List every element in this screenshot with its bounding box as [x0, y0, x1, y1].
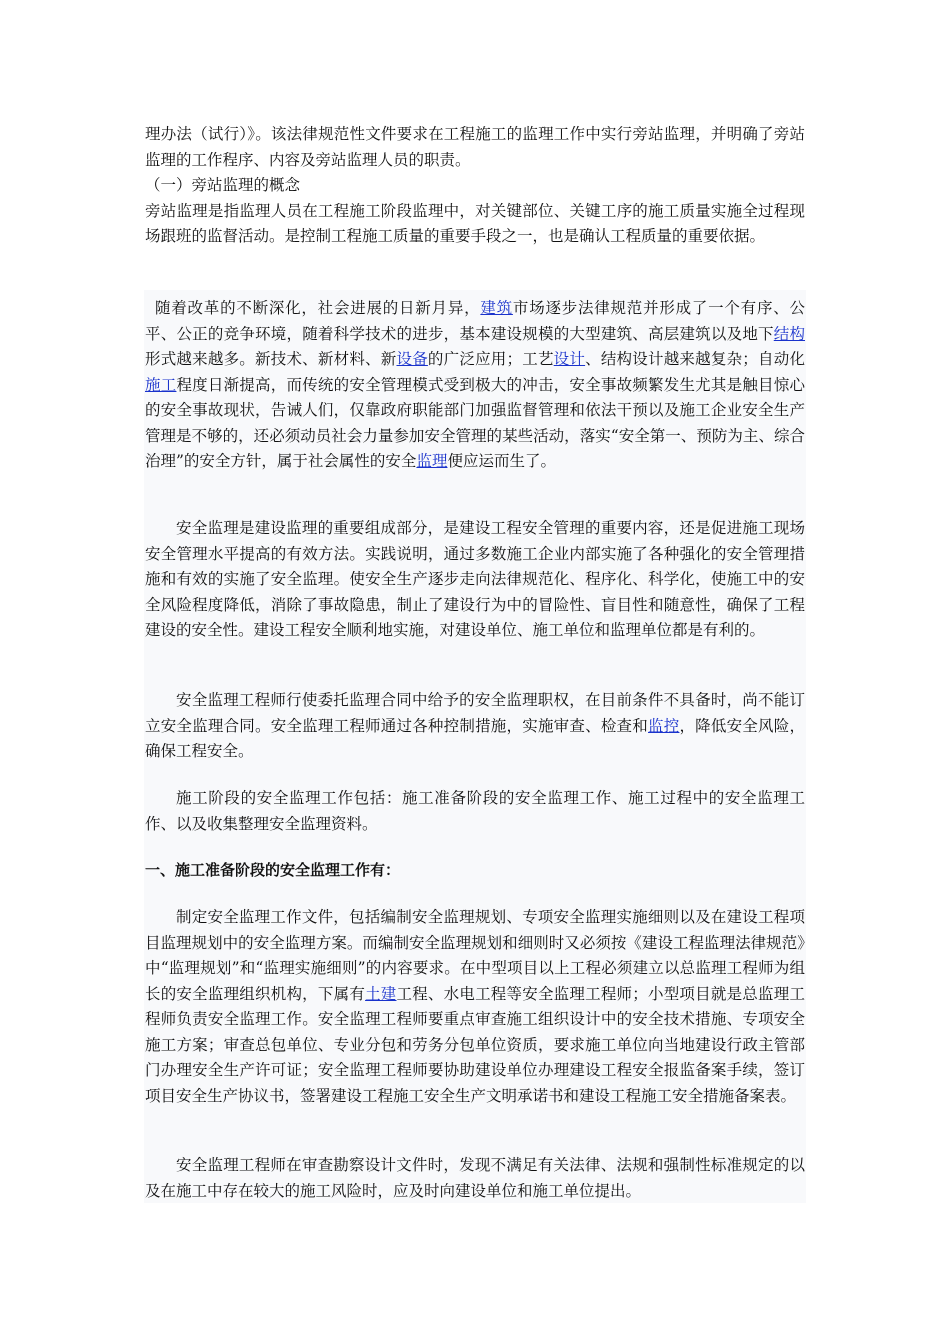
text-run: 、结构设计越来越复杂；自动化: [585, 350, 805, 368]
text-run: 工程、水电工程等安全监理工程师；小型项目就是总监理工程师负责安全监理工作。安全监理工程师要重点审查施工组织设计中的安全技术措施、专项安全施工方案；审查总包单位、专业分包和劳务分包单位资质，要求施工单位向当地建设行政主管部门办理安全生产许可证；安全监理工程师要协助建设单位办理建设工程安全报监备案手续，签订项目安全生产协议书，签署建设工程施工安全生产文明承诺书和建设工程施工安全措施备案表。: [145, 984, 805, 1105]
link-jianzhu[interactable]: 建筑: [480, 299, 513, 317]
paragraph-reform-text: [145, 296, 805, 475]
paragraph-engineer-authority-text: [145, 688, 805, 765]
paragraph-construction-stage-text: 施工阶段的安全监理工作包括：施工准备阶段的安全监理工作、施工过程中的安全监理工作、以及收集整理安全监理资料。: [145, 789, 805, 833]
text-run: 安全监理工程师行使委托监理合同中给予的安全监理职权，在目前条件不具备时，尚不能订立安全监理合同。安全监理工程师通过各种控制措施，实施审查、检查和: [145, 691, 805, 735]
paragraph-engineer-authority: [145, 688, 805, 765]
paragraph-documents-text: [145, 905, 805, 1109]
link-jiankong[interactable]: 监控: [648, 716, 680, 735]
text-run: 制定安全监理工作文件，包括编制安全监理规划、专项安全监理实施细则以及在建设工程项目监理规划中的安全监理方案。而编制安全监理规划和细则时又必须按《建设工程监理法律规范》中“监理规划”和“监理实施细则”的内容要求。在中型项目以上工程必须建立以总监理工程师为组长的安全监理组织机构，下属有: [145, 908, 805, 1003]
link-shebei[interactable]: 设备: [396, 350, 428, 368]
definition-paragraph: 旁站监理是指监理人员在工程施工阶段监理中，对关键部位、关键工序的施工质量实施全过程现场跟班的监督活动。是控制工程施工质量的重要手段之一，也是确认工程质量的重要依据。: [145, 201, 805, 245]
paragraph-design-review: [145, 1153, 805, 1204]
link-tujian[interactable]: 土建: [365, 984, 397, 1003]
link-sheji[interactable]: 设计: [553, 350, 586, 368]
link-jianli[interactable]: 监理: [416, 452, 448, 470]
paragraph-reform: [145, 296, 805, 475]
intro-block: [145, 122, 805, 250]
text-run: ，降低安全风险，确保工程安全。: [145, 716, 805, 760]
paragraph-construction-stage: [145, 786, 805, 837]
text-run: 便应运而生了。: [447, 452, 556, 470]
text-run: 随着改革的不断深化，社会进展的日新月异，: [155, 299, 481, 317]
text-run: 市场逐步法律规范并形成了一个有序、公平、公正的竞争环境，随着科学技术的进步，基本建设规模的大型建筑、高层建筑以及地下: [145, 299, 805, 343]
section-title: （一）旁站监理的概念: [145, 176, 301, 194]
text-run: 的广泛应用；工艺: [427, 350, 554, 368]
heading-preparation-stage-text: 一、施工准备阶段的安全监理工作有：: [145, 861, 401, 879]
intro-line: 理办法（试行）》。该法律规范性文件要求在工程施工的监理工作中实行旁站监理，并明确了旁站监理的工作程序、内容及旁站监理人员的职责。: [145, 125, 805, 169]
text-run: 形式越来越多。新技术、新材料、新: [145, 350, 397, 368]
paragraph-safety-supervision: [145, 516, 805, 644]
link-shigong[interactable]: 施工: [145, 375, 177, 394]
paragraph-safety-supervision-text: 安全监理是建设监理的重要组成部分，是建设工程安全管理的重要内容，还是促进施工现场安全管理水平提高的有效方法。实践说明，通过多数施工企业内部实施了各种强化的安全管理措施和有效的实施了安全监理。使安全生产逐步走向法律规范化、程序化、科学化，使施工中的安全风险程度降低，消除了事故隐患，制止了建设行为中的冒险性、盲目性和随意性，确保了工程建设的安全性。建设工程安全顺利地实施，对建设单位、施工单位和监理单位都是有利的。: [145, 519, 805, 639]
text-run: 程度日渐提高，而传统的安全管理模式受到极大的冲击，安全事故频繁发生尤其是触目惊心的安全事故现状，告诫人们，仅靠政府职能部门加强监督管理和依法干预以及施工企业安全生产管理是不够的，还必须动员社会力量参加安全管理的某些活动，落实“安全第一、预防为主、综合治理”的安全方针，属于社会属性的安全: [145, 375, 805, 470]
heading-preparation-stage: [145, 858, 805, 884]
link-jiegou[interactable]: 结构: [773, 324, 805, 343]
paragraph-documents: [145, 905, 805, 1109]
paragraph-design-review-text: 安全监理工程师在审查勘察设计文件时，发现不满足有关法律、法规和强制性标准规定的以及在施工中存在较大的施工风险时，应及时向建设单位和施工单位提出。: [145, 1156, 805, 1200]
